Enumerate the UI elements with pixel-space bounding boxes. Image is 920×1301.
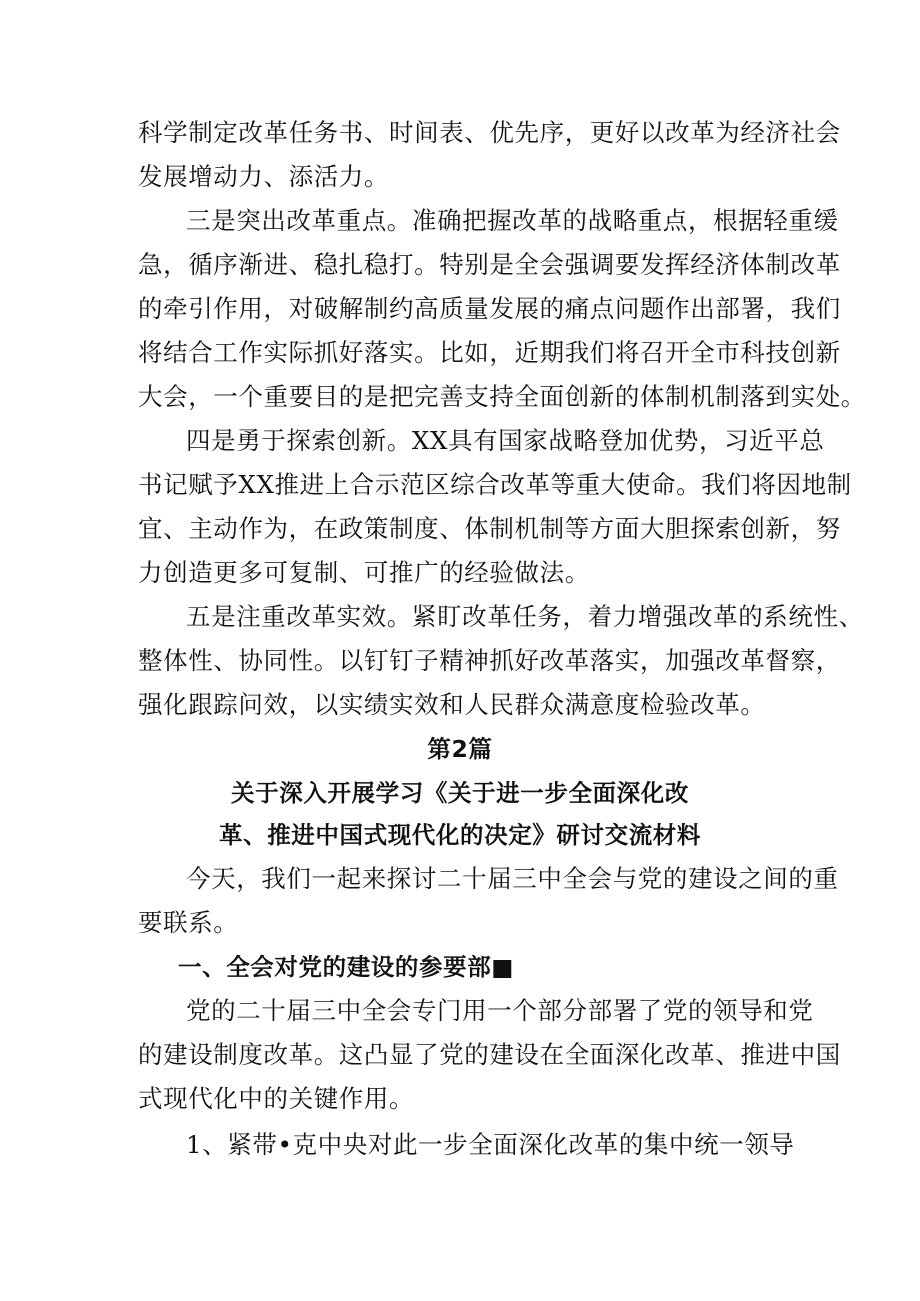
paragraph-3-line-2: 书记赋予XX推进上合示范区综合改革等重大使命。我们将因地制 — [138, 470, 852, 499]
title-line-2: 革、推进中国式现代化的决定》研讨交流材料 — [219, 821, 701, 849]
section-label: 第2篇 — [427, 735, 493, 763]
paragraph-4-line-2: 整体性、协同性。以钉钉子精神抓好改革落实，加强改革督察， — [138, 646, 841, 675]
list-item-1: 1、紧带•克中央对此一步全面深化改革的集中统一领导 — [186, 1130, 795, 1159]
heading-1: 一、全会对党的建设的参要部■ — [178, 953, 515, 981]
paragraph-2-line-5: 大会，一个重要目的是把完善支持全面创新的体制机制落到实处。 — [138, 382, 866, 411]
paragraph-2-line-2: 急，循序渐进、稳扎稳打。特别是全会强调要发挥经济体制改革 — [138, 250, 841, 279]
paragraph-6-line-3: 式现代化中的关键作用。 — [138, 1084, 415, 1113]
paragraph-1-line-2: 发展增动力、添活力。 — [138, 162, 389, 191]
paragraph-6-line-1: 党的二十届三中全会专门用一个部分部署了党的领导和党 — [186, 996, 814, 1025]
paragraph-5-line-2: 要联系。 — [138, 908, 239, 937]
paragraph-2-line-1: 三是突出改革重点。准确把握改革的战略重点，根据轻重缓 — [186, 206, 839, 235]
paragraph-1-line-1: 科学制定改革任务书、时间表、优先序，更好以改革为经济社会 — [138, 118, 841, 147]
paragraph-2-line-3: 的牵引作用，对破解制约高质量发展的痛点问题作出部署，我们 — [138, 294, 841, 323]
paragraph-3-line-4: 力创造更多可复制、可推广的经验做法。 — [138, 558, 590, 587]
paragraph-6-line-2: 的建设制度改革。这凸显了党的建设在全面深化改革、推进中国 — [138, 1040, 841, 1069]
paragraph-5-line-1: 今天，我们一起来探讨二十届三中全会与党的建设之间的重 — [186, 864, 839, 893]
title-line-1: 关于深入开展学习《关于进一步全面深化改 — [231, 779, 689, 807]
paragraph-2-line-4: 将结合工作实际抓好落实。比如，近期我们将召开全市科技创新 — [138, 338, 841, 367]
paragraph-4-line-3: 强化跟踪问效，以实绩实效和人民群众满意度检验改革。 — [138, 690, 766, 719]
paragraph-4-line-1: 五是注重改革实效。紧盯改革任务，着力增强改革的系统性、 — [186, 602, 864, 631]
paragraph-3-line-3: 宜、主动作为，在政策制度、体制机制等方面大胆探索创新，努 — [138, 514, 841, 543]
paragraph-3-line-1: 四是勇于探索创新。XX具有国家战略登加优势，习近平总 — [186, 426, 825, 455]
